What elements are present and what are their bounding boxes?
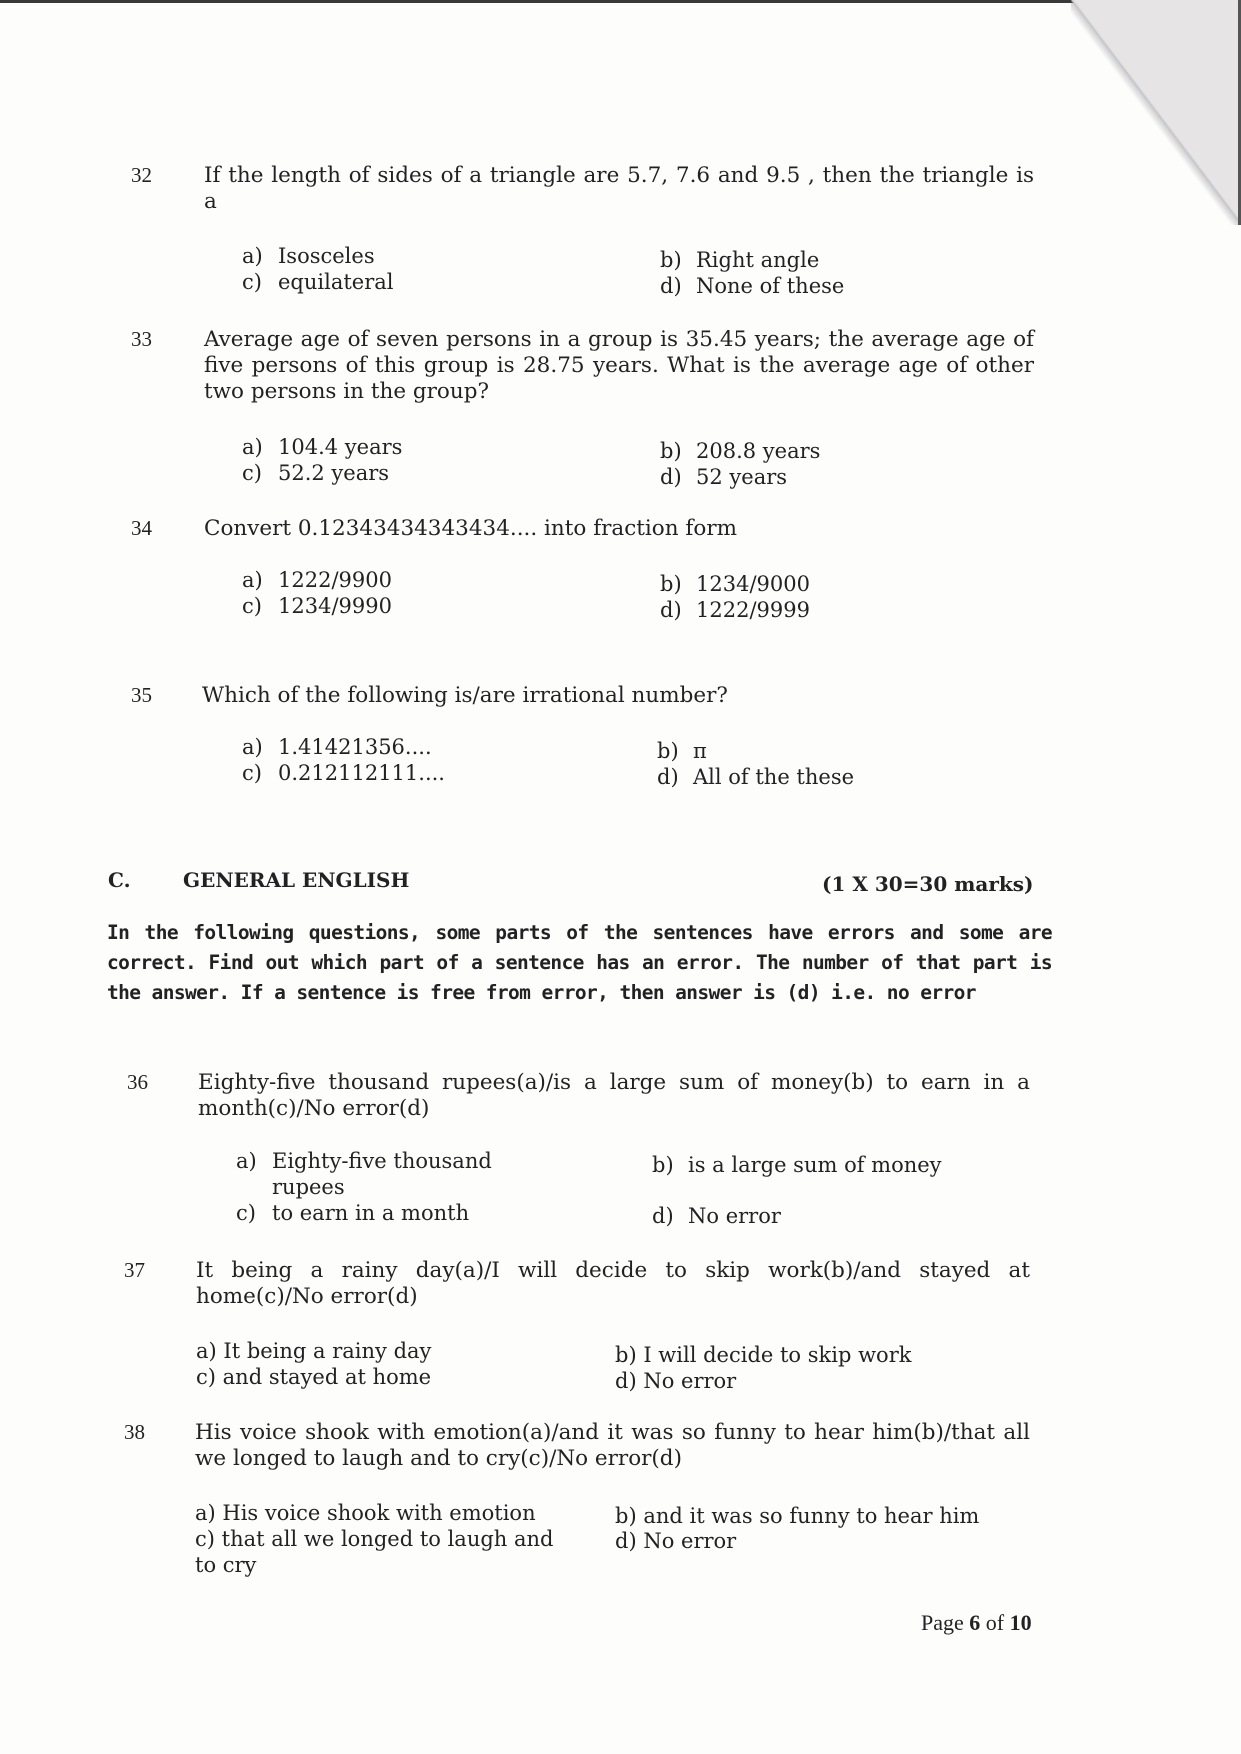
option-b[interactable]: b) I will decide to skip work <box>615 1343 912 1367</box>
option-b[interactable]: b) 1234/9000 <box>660 572 810 596</box>
option-a[interactable]: a) 104.4 years <box>242 435 403 459</box>
option-a[interactable]: a) 1.41421356.... <box>242 735 432 759</box>
option-a[interactable]: a) Isosceles <box>242 244 375 268</box>
option-d[interactable]: d) 52 years <box>660 465 788 489</box>
question-number: 33 <box>131 327 152 351</box>
option-b[interactable]: b) Right angle <box>660 248 820 272</box>
page-number-footer: Page 6 of 10 <box>921 1610 1032 1635</box>
option-a[interactable]: a) His voice shook with emotion <box>195 1501 536 1525</box>
option-b[interactable]: b) and it was so funny to hear him <box>615 1504 980 1528</box>
question-text: If the length of sides of a triangle are 5.7, 7.6 and 9.5 , then the triangle is a <box>204 163 1034 214</box>
option-c[interactable]: c) to earn in a month <box>236 1201 470 1225</box>
total-pages: 10 <box>1009 1610 1032 1635</box>
option-c[interactable]: c) equilateral <box>242 270 394 294</box>
option-a[interactable]: a) 1222/9900 <box>242 568 392 592</box>
option-c[interactable]: c) 52.2 years <box>242 461 390 485</box>
section-marks: (1 X 30=30 marks) <box>822 872 1034 896</box>
question-text: His voice shook with emotion(a)/and it was so funny to hear him(b)/that all we longed to laugh and to cry(c)/No error(d) <box>195 1420 1030 1471</box>
option-d[interactable]: d) None of these <box>660 274 845 298</box>
question-text: Convert 0.12343434343434.... into fraction form <box>204 516 737 541</box>
option-d[interactable]: d) 1222/9999 <box>660 598 810 622</box>
question-number: 38 <box>124 1420 145 1444</box>
question-text: Which of the following is/are irrational number? <box>202 683 728 708</box>
option-c[interactable]: c) 1234/9990 <box>242 594 392 618</box>
option-d[interactable]: d) No error <box>615 1529 737 1553</box>
section-instructions: In the following questions, some parts of the sentences have errors and some are correct. Find out which part of a sentence has an error. The number of that part is the answer. If a sentence is free from error, then answer is (d) i.e. no error <box>107 921 1052 1004</box>
option-b[interactable]: b) π <box>657 739 707 763</box>
question-number: 34 <box>131 516 152 540</box>
section-title: GENERAL ENGLISH <box>183 868 410 892</box>
option-b[interactable]: b) is a large sum of money <box>652 1153 942 1177</box>
option-c[interactable]: c) 0.212112111.... <box>242 761 445 785</box>
question-number: 32 <box>131 163 152 187</box>
question-number: 37 <box>124 1258 145 1282</box>
option-d[interactable]: d) No error <box>652 1204 781 1228</box>
question-text: Average age of seven persons in a group is 35.45 years; the average age of five persons of this group is 28.75 years. What is the average age of other two persons in the group? <box>204 327 1034 404</box>
option-b[interactable]: b) 208.8 years <box>660 439 821 463</box>
option-d[interactable]: d) All of the these <box>657 765 855 789</box>
option-c[interactable]: c) that all we longed to laugh and to cry <box>195 1527 554 1577</box>
section-letter: C. <box>108 868 131 892</box>
question-text: It being a rainy day(a)/I will decide to skip work(b)/and stayed at home(c)/No error(d) <box>196 1258 1030 1309</box>
option-a[interactable]: a) It being a rainy day <box>196 1339 432 1363</box>
question-text: Eighty-five thousand rupees(a)/is a large sum of money(b) to earn in a month(c)/No error(d) <box>198 1070 1030 1121</box>
question-number: 35 <box>131 683 152 707</box>
current-page: 6 <box>969 1610 981 1635</box>
option-a[interactable]: a) Eighty-five thousand rupees <box>236 1149 492 1199</box>
option-c[interactable]: c) and stayed at home <box>196 1365 432 1389</box>
question-number: 36 <box>127 1070 148 1094</box>
scan-top-edge <box>0 0 1241 3</box>
fold-shadow <box>1071 0 1241 225</box>
option-d[interactable]: d) No error <box>615 1369 737 1393</box>
